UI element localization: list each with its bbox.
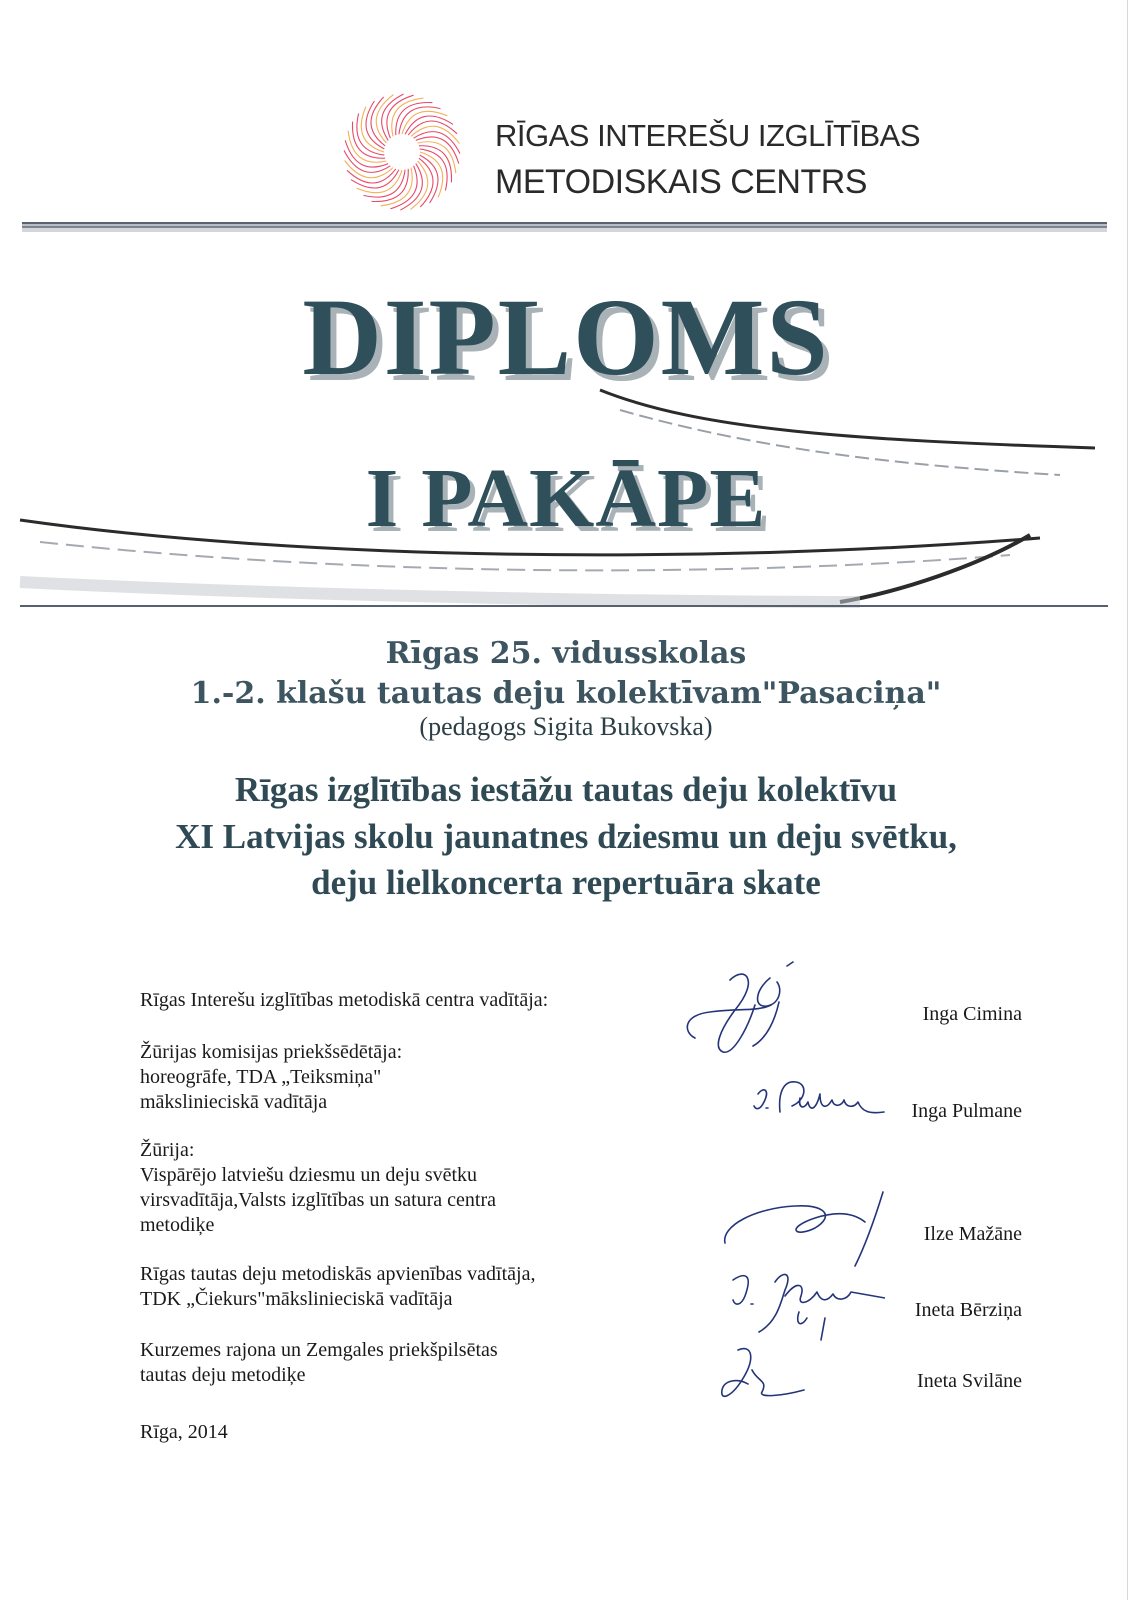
signature-director	[675, 960, 825, 1055]
member3-role-line-2: tautas deju metodiķe	[140, 1364, 306, 1386]
member2-role-line-1: Rīgas tautas deju metodiskās apvienības vadītāja,	[140, 1263, 536, 1285]
chair-role-line-2: horeogrāfe, TDA „Teiksmiņa"	[140, 1066, 382, 1088]
place-date: Rīga, 2014	[140, 1421, 228, 1443]
signature-member1	[715, 1188, 890, 1270]
member1-role-line-3: metodiķe	[140, 1214, 215, 1236]
chair-role-line-3: mākslinieciskā vadītāja	[140, 1091, 328, 1113]
member3-name: Ineta Svilāne	[917, 1370, 1022, 1392]
event-line-1: Rīgas izglītības iestāžu tautas deju kolektīvu	[234, 770, 898, 809]
recipient-school: Rīgas 25. vidusskolas	[385, 636, 747, 671]
member1-role-line-2: virsvadītāja,Valsts izglītības un satura centra	[140, 1189, 497, 1211]
signature-chair	[750, 1072, 890, 1127]
page-edge-line	[1127, 0, 1128, 1600]
member1-role-line-1: Vispārējo latviešu dziesmu un deju svētku	[140, 1164, 478, 1186]
signature-member2	[725, 1262, 885, 1352]
director-role: Rīgas Interešu izglītības metodiskā centra vadītāja:	[140, 989, 549, 1011]
diploma-title: DIPLOMS	[302, 276, 830, 398]
chair-role-line-1: Žūrijas komisijas priekšsēdētāja:	[140, 1041, 403, 1063]
org-name-line-2: METODISKAIS CENTRS	[495, 163, 867, 201]
director-name: Inga Ciminа	[922, 1003, 1022, 1025]
member2-role-line-2: TDK „Čiekurs"mākslinieciskā vadītāja	[140, 1288, 453, 1310]
recipient-group: 1.-2. klašu tautas deju kolektīvam"Pasaciņa"	[190, 676, 942, 711]
event-line-2: XI Latvijas skolu jaunatnes dziesmu un deju svētku,	[175, 817, 957, 856]
diploma-level: I PAKĀPE	[365, 452, 767, 545]
org-name-line-1: RĪGAS INTEREŠU IZGLĪTĪBAS	[495, 118, 921, 153]
member3-role-line-1: Kurzemes rajona un Zemgales priekšpilsētas	[140, 1339, 498, 1361]
jury-heading: Žūrija:	[140, 1139, 195, 1161]
recipient-teacher: (pedagogs Sigita Bukovska)	[419, 712, 713, 741]
header-divider	[22, 222, 1107, 232]
member2-name: Ineta Bērziņa	[914, 1299, 1022, 1321]
member1-name: Ilze Mažāne	[923, 1223, 1022, 1245]
signature-member3	[712, 1340, 812, 1412]
event-line-3: deju lielkoncerta repertuāra skate	[311, 863, 821, 902]
chair-name: Inga Pulmane	[911, 1100, 1022, 1122]
spiral-flower-logo-icon	[340, 90, 465, 215]
